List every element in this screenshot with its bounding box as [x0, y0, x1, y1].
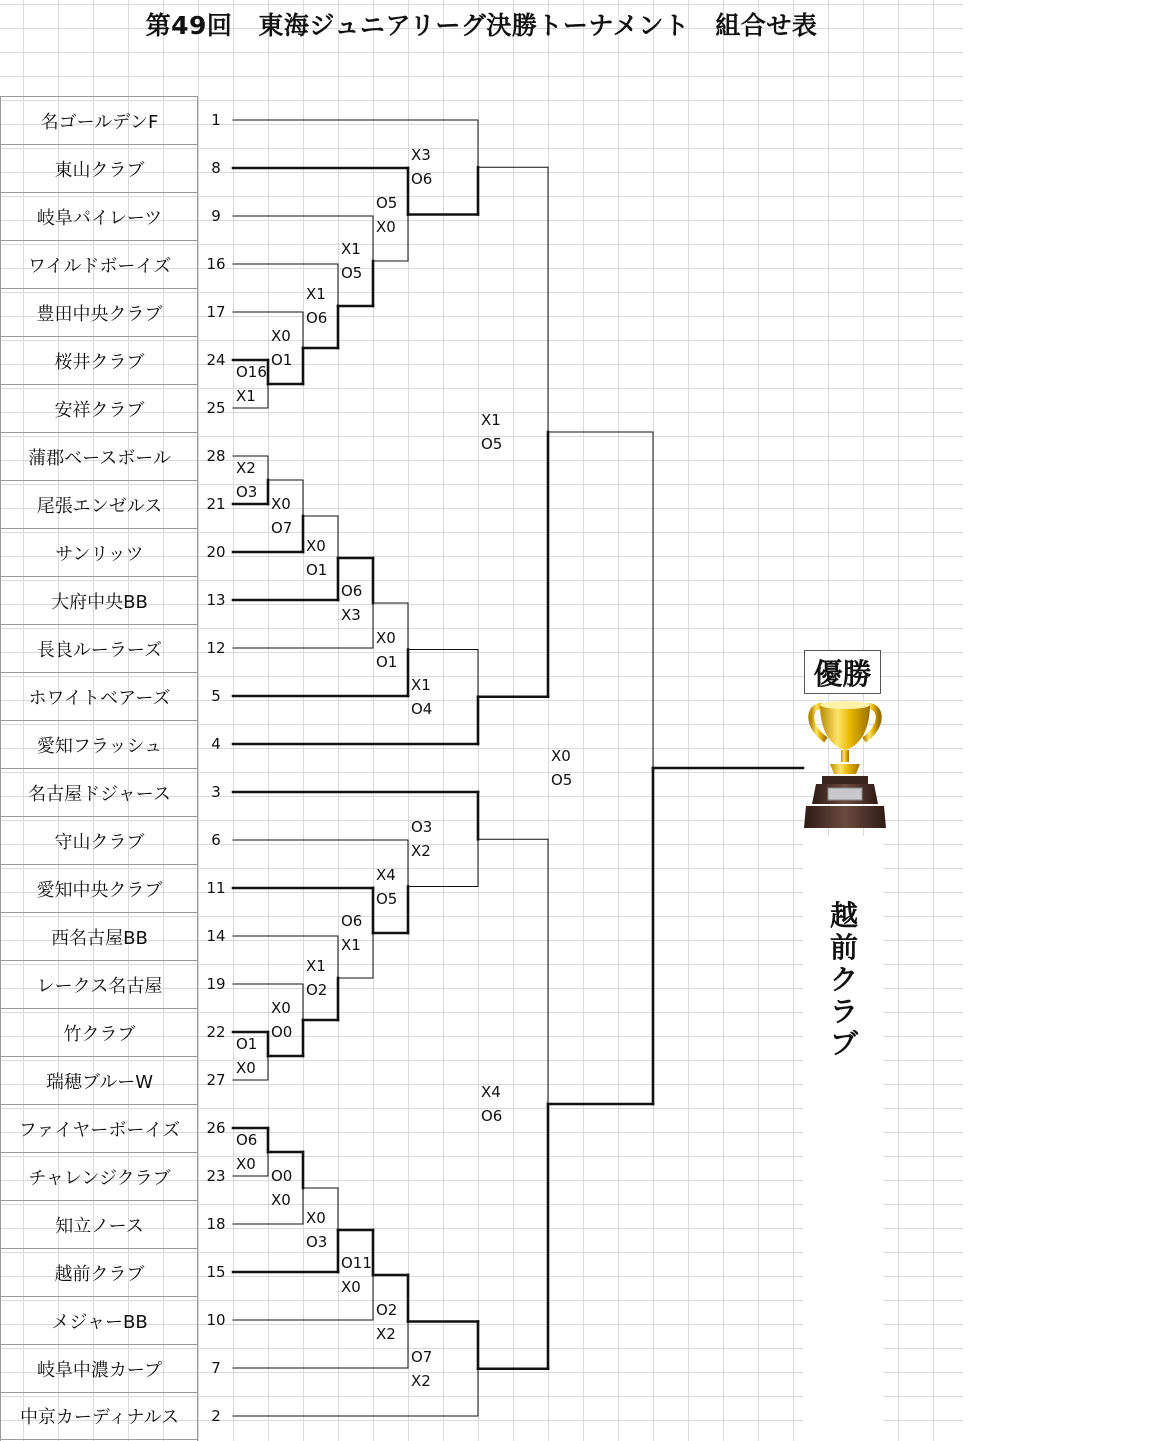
team-name: 越前クラブ — [1, 1248, 198, 1296]
score-bottom: O0 — [271, 1023, 293, 1041]
score-top: O5 — [376, 193, 398, 212]
score-top: O11 — [341, 1254, 372, 1272]
team-name: 大府中央BB — [1, 576, 198, 624]
score-top: X1 — [306, 957, 326, 975]
team-name: 瑞穂ブルーW — [1, 1056, 198, 1104]
score-bottom: O4 — [411, 699, 433, 718]
team-seed: 20 — [206, 543, 226, 561]
score-top: X0 — [376, 628, 396, 647]
team-name: 安祥クラブ — [1, 384, 198, 432]
score-bottom: X1 — [236, 387, 256, 405]
title-chart: 組合せ表 — [715, 11, 818, 40]
score-bottom: O1 — [306, 561, 328, 579]
team-seed: 26 — [206, 1119, 226, 1137]
team-seed: 2 — [211, 1407, 221, 1425]
team-name: 長良ルーラーズ — [1, 624, 198, 672]
team-name: メジャーBB — [1, 1296, 198, 1344]
score-top: X1 — [411, 675, 431, 694]
team-name: サンリッツ — [1, 528, 198, 576]
team-seed: 4 — [211, 735, 221, 753]
team-seed: 10 — [206, 1311, 226, 1329]
score-bottom: X0 — [271, 1191, 291, 1209]
team-seed: 27 — [206, 1071, 226, 1089]
team-name: 愛知中央クラブ — [1, 864, 198, 912]
score-top: X1 — [481, 411, 501, 429]
team-seed: 11 — [206, 879, 226, 897]
team-name: 愛知フラッシュ — [1, 720, 198, 768]
score-top: X0 — [271, 495, 291, 513]
team-seed: 1 — [211, 111, 221, 129]
score-bottom: X3 — [341, 606, 361, 624]
team-name: 竹クラブ — [1, 1008, 198, 1056]
score-bottom: O5 — [551, 771, 573, 789]
team-name: ホワイトベアーズ — [1, 672, 198, 720]
team-seed: 21 — [206, 495, 226, 513]
team-seed: 22 — [206, 1023, 226, 1041]
title-edition: 第49回 — [145, 11, 233, 40]
team-seed: 5 — [211, 687, 221, 705]
team-seed: 23 — [206, 1167, 226, 1185]
score-top: O3 — [411, 818, 433, 837]
score-top: X4 — [481, 1083, 501, 1101]
score-bottom: X0 — [236, 1155, 256, 1173]
team-name: 守山クラブ — [1, 816, 198, 864]
score-top: O0 — [271, 1167, 293, 1185]
team-name: 豊田中央クラブ — [1, 288, 198, 336]
team-seed: 9 — [211, 207, 221, 225]
score-top: X1 — [306, 285, 326, 303]
team-seed: 6 — [211, 831, 221, 849]
score-bottom: O1 — [271, 351, 293, 369]
team-name: 西名古屋BB — [1, 912, 198, 960]
score-bottom: X2 — [376, 1324, 396, 1343]
score-bottom: O3 — [306, 1233, 328, 1251]
score-bottom: O5 — [341, 264, 363, 282]
score-top: X0 — [306, 537, 326, 555]
score-top: X0 — [551, 747, 571, 765]
team-seed: 18 — [206, 1215, 226, 1233]
team-name: 東山クラブ — [1, 144, 198, 192]
score-top: O7 — [411, 1347, 433, 1366]
score-bottom: X0 — [341, 1278, 361, 1296]
score-top: X4 — [376, 865, 396, 884]
team-name: 桜井クラブ — [1, 336, 198, 384]
team-seed: 17 — [206, 303, 226, 321]
team-name: 尾張エンゼルス — [1, 480, 198, 528]
score-bottom: X1 — [341, 936, 361, 954]
champion-name: 越前クラブ — [829, 899, 858, 1060]
score-bottom: O7 — [271, 519, 293, 537]
score-bottom: X2 — [411, 1371, 431, 1390]
score-bottom: X0 — [376, 217, 396, 236]
score-bottom: O6 — [481, 1107, 503, 1125]
score-bottom: O5 — [481, 435, 503, 453]
score-bottom: O3 — [236, 483, 258, 501]
score-bottom: O6 — [306, 309, 328, 327]
team-seed: 28 — [206, 447, 226, 465]
score-bottom: O5 — [376, 889, 398, 908]
team-seed: 19 — [206, 975, 226, 993]
score-top: O6 — [341, 582, 363, 600]
team-name: ワイルドボーイズ — [1, 240, 198, 288]
team-name: 蒲郡ベースボール — [1, 432, 198, 480]
champion-label: 優勝 — [804, 650, 881, 694]
team-seed: 7 — [211, 1359, 221, 1377]
team-seed: 3 — [211, 783, 221, 801]
team-seed: 13 — [206, 591, 226, 609]
score-bottom: O2 — [306, 981, 328, 999]
score-top: X2 — [236, 459, 256, 477]
title-tournament: 東海ジュニアリーグ決勝トーナメント — [258, 11, 690, 40]
score-bottom: O6 — [411, 170, 433, 189]
team-seed: 8 — [211, 159, 221, 177]
score-top: X3 — [411, 146, 431, 165]
score-top: O6 — [236, 1131, 258, 1149]
team-name: ファイヤーボーイズ — [1, 1104, 198, 1152]
team-seed: 15 — [206, 1263, 226, 1281]
score-top: O2 — [376, 1300, 398, 1319]
team-name: 岐阜パイレーツ — [1, 192, 198, 240]
score-bottom: O1 — [376, 652, 398, 671]
team-name: 岐阜中濃カープ — [1, 1344, 198, 1392]
team-name: レークス名古屋 — [1, 960, 198, 1008]
team-name: 中京カーディナルス — [1, 1392, 198, 1440]
team-seed: 14 — [206, 927, 226, 945]
score-bottom: X2 — [411, 842, 431, 861]
team-seed: 16 — [206, 255, 226, 273]
team-seed: 12 — [206, 639, 226, 657]
team-name: 名古屋ドジャース — [1, 768, 198, 816]
team-name: チャレンジクラブ — [1, 1152, 198, 1200]
score-bottom: X0 — [236, 1059, 256, 1077]
score-top: O6 — [341, 912, 363, 930]
score-top: O16 — [236, 363, 267, 381]
trophy-icon — [802, 700, 888, 832]
score-top: O1 — [236, 1035, 258, 1053]
team-name: 知立ノース — [1, 1200, 198, 1248]
score-top: X0 — [271, 327, 291, 345]
score-top: X0 — [306, 1209, 326, 1227]
team-seed: 25 — [206, 399, 226, 417]
score-top: X1 — [341, 240, 361, 258]
team-name: 名ゴールデンF — [1, 96, 198, 144]
team-seed: 24 — [206, 351, 226, 369]
score-top: X0 — [271, 999, 291, 1017]
